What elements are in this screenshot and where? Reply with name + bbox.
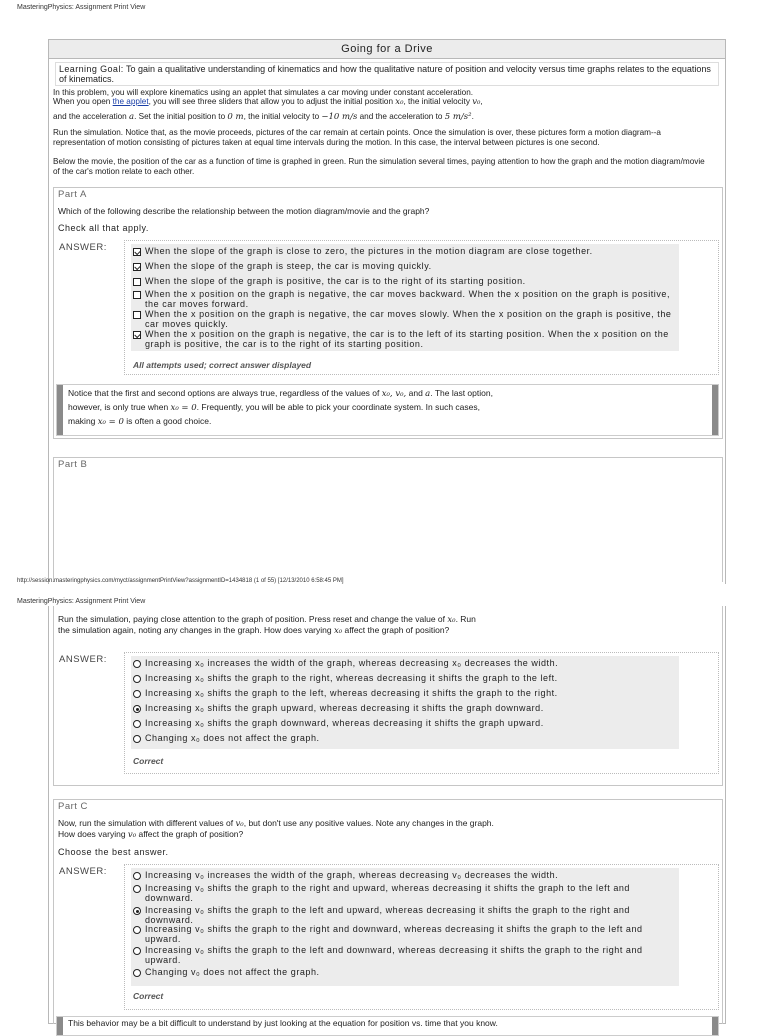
print-view-header-2: MasteringPhysics: Assignment Print View — [17, 598, 146, 605]
radio-unselected-icon[interactable] — [133, 735, 141, 743]
radio-unselected-icon[interactable] — [133, 872, 141, 880]
intro2-mid: , you will see three sliders that allow you to adjust the initial position — [148, 97, 396, 106]
checkbox-unchecked-icon[interactable] — [133, 311, 141, 319]
option-text: Increasing v₀ increases the width of the graph, whereas decreasing v₀ decreases the width. — [145, 870, 559, 880]
option-text: When the x position on the graph is negative, the car is to the left of its starting position. When the x position on the graph is positive, the car is to the right of its starting position. — [145, 329, 669, 349]
part-b-status: Correct — [133, 756, 164, 766]
option-text: When the slope of the graph is close to zero, the pictures in the motion diagram are close together. — [145, 246, 593, 256]
intro2-end: , — [480, 97, 483, 106]
checkbox-checked-icon[interactable] — [133, 263, 141, 271]
notice-eq-2: x₀ = 0 — [97, 417, 124, 427]
intro2-pre: When you open — [53, 97, 113, 106]
part-b-label: Part B — [58, 459, 88, 470]
option-text: Increasing v₀ shifts the graph to the left and upward, whereas decreasing it shifts the graph to the right and downward. — [145, 905, 630, 925]
initial-position-value: 0 m — [227, 112, 244, 122]
option-text: Changing v₀ does not affect the graph. — [145, 967, 320, 977]
intro3-end: . — [471, 112, 474, 121]
applet-link[interactable]: the applet — [112, 97, 149, 106]
radio-unselected-icon[interactable] — [133, 885, 141, 893]
print-footer-url: http://session.masteringphysics.com/myct/assignmentPrintView?assignmentID=1434818 (1 of 55) [12/13/2010 6:58:45 PM] — [17, 578, 344, 584]
part-c-question — [58, 818, 712, 840]
part-a-option-6[interactable] — [133, 330, 678, 349]
pc-q2-end: affect the graph of position? — [136, 829, 244, 839]
part-a-option-1[interactable] — [133, 247, 678, 257]
option-text: When the x position on the graph is negative, the car moves backward. When the x position on the graph is positive, the car moves forward. — [145, 289, 671, 309]
part-b — [53, 457, 723, 582]
part-c-instruction: Choose the best answer. — [58, 847, 169, 857]
a-symbol: a — [129, 112, 135, 122]
part-a-answer-label: ANSWER: — [59, 242, 107, 253]
notice-l2-end: . Frequently, you will be able to pick your coordinate system. In such cases, — [196, 402, 480, 412]
part-b-option-3[interactable] — [133, 689, 678, 699]
initial-velocity-value: −10 m/s — [321, 112, 358, 122]
part-a-option-2[interactable] — [133, 262, 678, 272]
radio-unselected-icon[interactable] — [133, 720, 141, 728]
problem-title: Going for a Drive — [49, 40, 725, 59]
part-a-status: All attempts used; correct answer displayed — [133, 360, 312, 370]
checkbox-unchecked-icon[interactable] — [133, 291, 141, 299]
pc-q2-pre: How does varying — [58, 829, 128, 839]
pb-q1-pre: Run the simulation, paying close attention to the graph of position. Press reset and change the value of — [58, 614, 448, 624]
part-a-notice — [56, 384, 719, 436]
part-a-option-5[interactable] — [133, 310, 678, 329]
radio-unselected-icon[interactable] — [133, 675, 141, 683]
part-b-answer-label: ANSWER: — [59, 654, 107, 665]
intro-line-1: In this problem, you will explore kinematics using an applet that simulates a car moving under constant acceleration. — [53, 88, 474, 97]
part-c-label: Part C — [58, 801, 88, 812]
part-c-option-1[interactable] — [133, 871, 678, 881]
option-text: When the slope of the graph is steep, the car is moving quickly. — [145, 261, 432, 271]
pb-x0-2: x₀ — [333, 626, 343, 636]
followup-left-bar — [57, 1017, 63, 1035]
v0-symbol: v₀ — [472, 97, 481, 107]
part-c-option-2[interactable] — [133, 884, 678, 903]
part-c-option-4[interactable] — [133, 925, 678, 944]
intro3-mid2: , the initial velocity to — [243, 112, 322, 121]
part-c-option-5[interactable] — [133, 946, 678, 965]
option-text: When the x position on the graph is negative, the car moves slowly. When the x position on the graph is positive, the car moves quickly. — [145, 309, 672, 329]
part-a-label: Part A — [58, 189, 87, 200]
notice-l2-pre: however, is only true when — [68, 402, 171, 412]
option-text: Increasing v₀ shifts the graph to the left and downward, whereas decreasing it shifts the graph to the right and upward. — [145, 945, 643, 965]
pc-q1-pre: Now, run the simulation with different values of — [58, 818, 236, 828]
learning-goal-label: Learning Goal: — [59, 64, 124, 74]
notice-right-bar — [712, 385, 718, 435]
intro-line-3 — [53, 112, 705, 123]
notice-text — [68, 387, 688, 429]
part-a-instruction: Check all that apply. — [58, 223, 149, 233]
option-text: Increasing v₀ shifts the graph to the right and upward, whereas decreasing it shifts the graph to the left and downward. — [145, 883, 630, 903]
option-text: Changing x₀ does not affect the graph. — [145, 733, 320, 743]
radio-selected-icon[interactable] — [133, 907, 141, 915]
intro-line-5: Below the movie, the position of the car as a function of time is graphed in green. Run the simulation several times, paying attention to how the graph and the motion diagram/movie of the car's motion relate to each other. — [53, 157, 705, 176]
part-b-answer-box — [124, 652, 719, 774]
option-text: Increasing x₀ shifts the graph upward, whereas decreasing it shifts the graph downward. — [145, 703, 544, 713]
part-c-answer-label: ANSWER: — [59, 866, 107, 877]
part-b-option-5[interactable] — [133, 719, 678, 729]
part-a-answer-box — [124, 240, 719, 375]
intro-line-4: Run the simulation. Notice that, as the movie proceeds, pictures of the car remain at certain points. Once the simulation is over, these pictures form a motion diagram--a representation of motion consisting of pictures taken at equal time intervals during the motion. In this case, the interval between pictures is one second. — [53, 128, 661, 147]
notice-l3-pre: making — [68, 416, 98, 426]
part-b-option-1[interactable] — [133, 659, 678, 669]
part-a-option-3[interactable] — [133, 277, 678, 287]
pb-x0: x₀ — [447, 615, 456, 625]
pc-v0-2: v₀ — [127, 830, 137, 840]
option-text: Increasing x₀ shifts the graph to the left, whereas decreasing it shifts the graph to the right. — [145, 688, 558, 698]
radio-unselected-icon[interactable] — [133, 660, 141, 668]
notice-l3-end: is often a good choice. — [123, 416, 212, 426]
notice-l1-pre: Notice that the first and second options are always true, regardless of the values of — [68, 388, 382, 398]
option-text: Increasing v₀ shifts the graph to the right and downward, whereas decreasing it shifts the graph to the left and upward. — [145, 924, 643, 944]
x0-symbol: x₀ — [395, 97, 404, 107]
option-text: When the slope of the graph is positive, the car is to the right of its starting position. — [145, 276, 526, 286]
part-c-option-3[interactable] — [133, 906, 678, 925]
intro3-pre: and the acceleration — [53, 112, 130, 121]
pc-q1-end: , but don't use any positive values. Note any changes in the graph. — [243, 818, 494, 828]
part-b-question — [58, 614, 712, 636]
radio-unselected-icon[interactable] — [133, 690, 141, 698]
option-text: Increasing x₀ shifts the graph to the right, whereas decreasing it shifts the graph to the left. — [145, 673, 558, 683]
acceleration-value: 5 m/s² — [444, 112, 472, 122]
radio-unselected-icon[interactable] — [133, 926, 141, 934]
radio-unselected-icon[interactable] — [133, 947, 141, 955]
part-a-question: Which of the following describe the relationship between the motion diagram/movie and the graph? — [58, 206, 430, 216]
intro3-mid3: and the acceleration to — [357, 112, 445, 121]
option-text: Increasing x₀ increases the width of the graph, whereas decreasing x₀ decreases the width. — [145, 658, 559, 668]
radio-unselected-icon[interactable] — [133, 969, 141, 977]
notice-and: and — [406, 388, 426, 398]
notice-a: a — [425, 389, 431, 399]
notice-eq-1: x₀ = 0 — [170, 403, 197, 413]
notice-l1-end: . The last option, — [430, 388, 493, 398]
intro-line-2 — [53, 97, 705, 108]
part-c-status: Correct — [133, 991, 164, 1001]
option-text: Increasing x₀ shifts the graph downward, whereas decreasing it shifts the graph upward. — [145, 718, 544, 728]
part-a-option-4[interactable] — [133, 290, 678, 309]
notice-left-bar — [57, 385, 63, 435]
part-b-option-2[interactable] — [133, 674, 678, 684]
followup-text: This behavior may be a bit difficult to understand by just looking at the equation for position vs. time that you know. — [68, 1018, 498, 1028]
radio-selected-icon[interactable] — [133, 705, 141, 713]
print-view-header: MasteringPhysics: Assignment Print View — [17, 4, 146, 11]
learning-goal-text: To gain a qualitative understanding of kinematics and how the qualitative nature of position and velocity versus time graphs relates to the equations of kinematics. — [59, 64, 711, 84]
checkbox-unchecked-icon[interactable] — [133, 278, 141, 286]
checkbox-checked-icon[interactable] — [133, 331, 141, 339]
learning-goal — [55, 62, 719, 86]
part-c-answer-box — [124, 864, 719, 1010]
notice-vars: x₀, v₀, — [381, 389, 407, 399]
part-b-option-6[interactable] — [133, 734, 678, 744]
part-c-followup — [56, 1016, 719, 1036]
intro2-mid2: , the initial velocity — [403, 97, 473, 106]
part-b-option-4[interactable] — [133, 704, 678, 714]
pb-q2-pre: the simulation again, noting any changes in the graph. How does varying — [58, 625, 334, 635]
checkbox-checked-icon[interactable] — [133, 248, 141, 256]
part-c-option-6[interactable] — [133, 968, 678, 978]
pc-v0: v₀ — [235, 819, 244, 829]
intro3-mid: . Set the initial position to — [134, 112, 228, 121]
followup-right-bar — [712, 1017, 718, 1035]
pb-q2-end: affect the graph of position? — [342, 625, 450, 635]
pb-q1-end: . Run — [455, 614, 476, 624]
